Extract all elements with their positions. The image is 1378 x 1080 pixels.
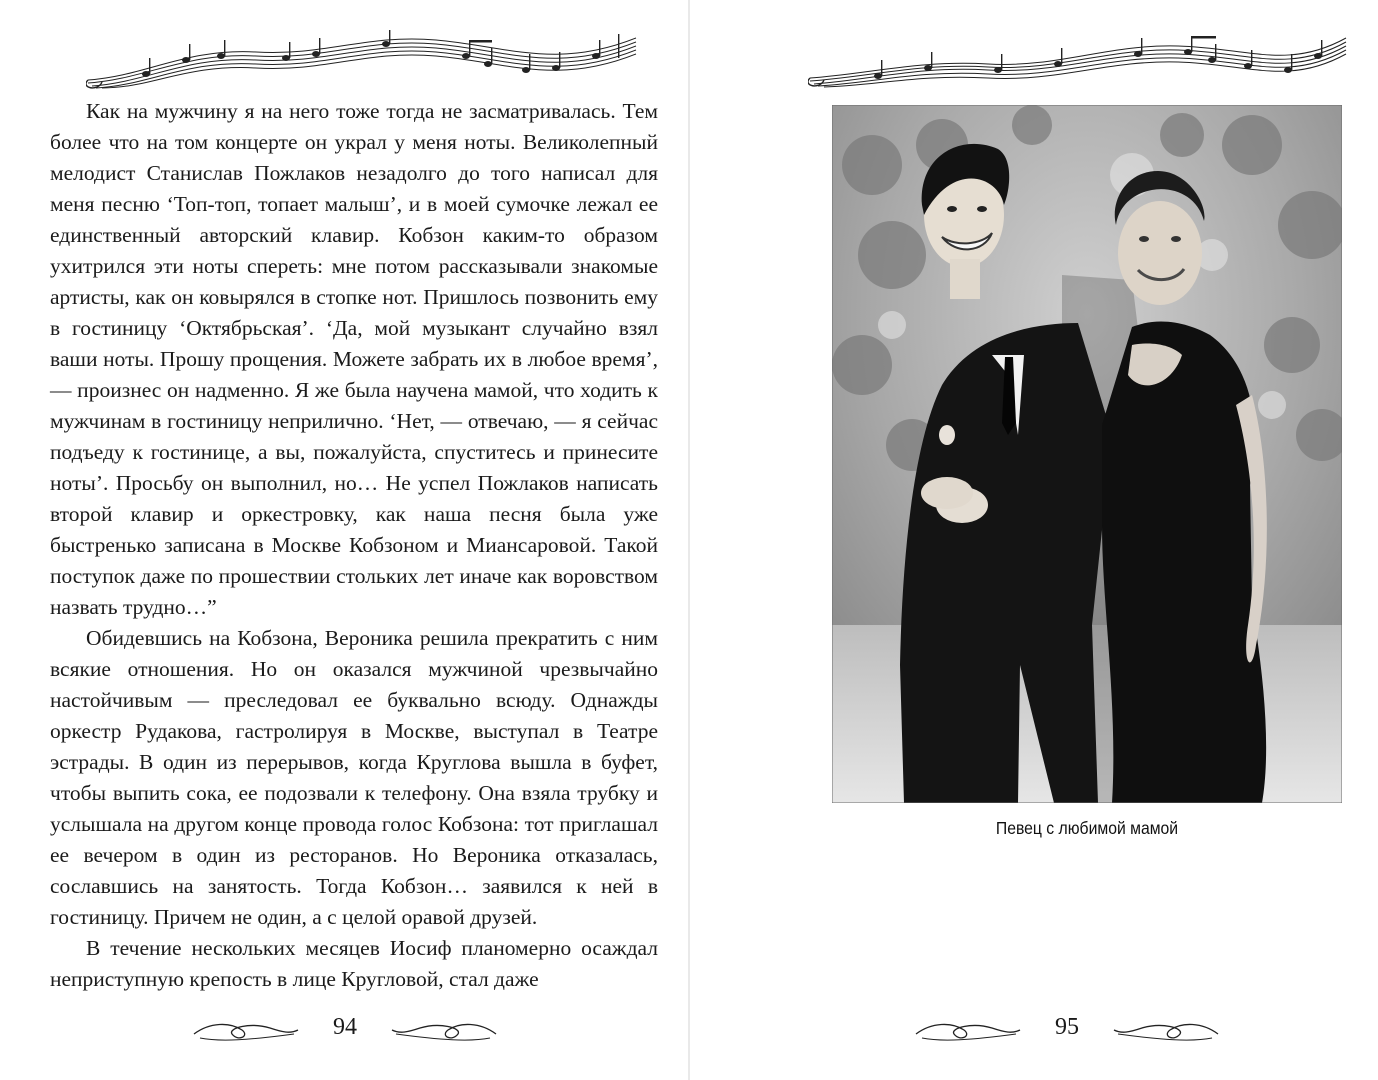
flourish-right-icon (390, 1016, 500, 1046)
paragraph: Как на мужчину я на него тоже тогда не засматривалась. Тем более что на том концерте он украл у меня ноты. Великолепный мелодист Станислав Пожлаков незадолго до того написал для меня песню ‘Топ-топ, топает малыш’, и в моей сумочке лежал ее единственный авторский клавир. Кобзон каким-то образом ухитрился эти ноты спереть: мне потом рассказывали знакомые артисты, как он ковырялся в стопке нот. Пришлось позвонить ему в гостиницу ‘Октябрьская’. ‘Да, мой музыкант случайно взял ваши ноты. Прошу прощения. Можете забрать их в любое время’, — произнес он надменно. Я же была научена мамой, что ходить к мужчинам в гостиницу неприлично. ‘Нет, — отвечаю, — я сейчас подъеду к гостинице, а вы, пожалуйста, спуститесь и принесите ноты’. Просьбу он выполнил, но… Не успел Пожлаков написать второй клавир и оркестровку, как наша песня была уже быстренько записана в Москве Кобзоном и Миансаровой. Такой поступок даже по прошествии стольких лет иначе как воровством назвать трудно…” (50, 99, 658, 619)
page-number: 94 (333, 1014, 357, 1040)
photo-caption: Певец с любимой мамой (995, 818, 1179, 838)
flourish-left-icon (912, 1016, 1022, 1046)
photo-illustration (832, 105, 1342, 803)
photo-singer-with-mother (832, 105, 1342, 803)
music-staff-ornament (808, 30, 1348, 90)
flourish-right-icon (1112, 1016, 1222, 1046)
page-footer (190, 1008, 500, 1056)
page-footer (912, 1008, 1222, 1056)
right-page (690, 0, 1378, 1080)
paragraph: В течение нескольких месяцев Иосиф планомерно осаждал неприступную крепость в лице Кругловой, стал даже (50, 936, 658, 991)
flourish-left-icon (190, 1016, 300, 1046)
body-text (50, 96, 658, 995)
music-staff-ornament (86, 30, 638, 90)
page-number: 95 (1055, 1014, 1079, 1040)
paragraph: Обидевшись на Кобзона, Вероника решила прекратить с ним всякие отношения. Но он оказался мужчиной чрезвычайно настойчивым — преследовал ее буквально всюду. Однажды оркестр Рудакова, гастролируя в Москве, выступал в Театре эстрады. В один из перерывов, когда Круглова вышла в буфет, чтобы выпить сока, ее подозвали к телефону. Она взяла трубку и услышала на другом конце провода голос Кобзона: тот приглашал ее вечером в один из ресторанов. Но Вероника отказалась, сославшись на занятость. Тогда Кобзон… заявился к ней в гостиницу. Причем не один, а с целой оравой друзей. (50, 626, 658, 929)
